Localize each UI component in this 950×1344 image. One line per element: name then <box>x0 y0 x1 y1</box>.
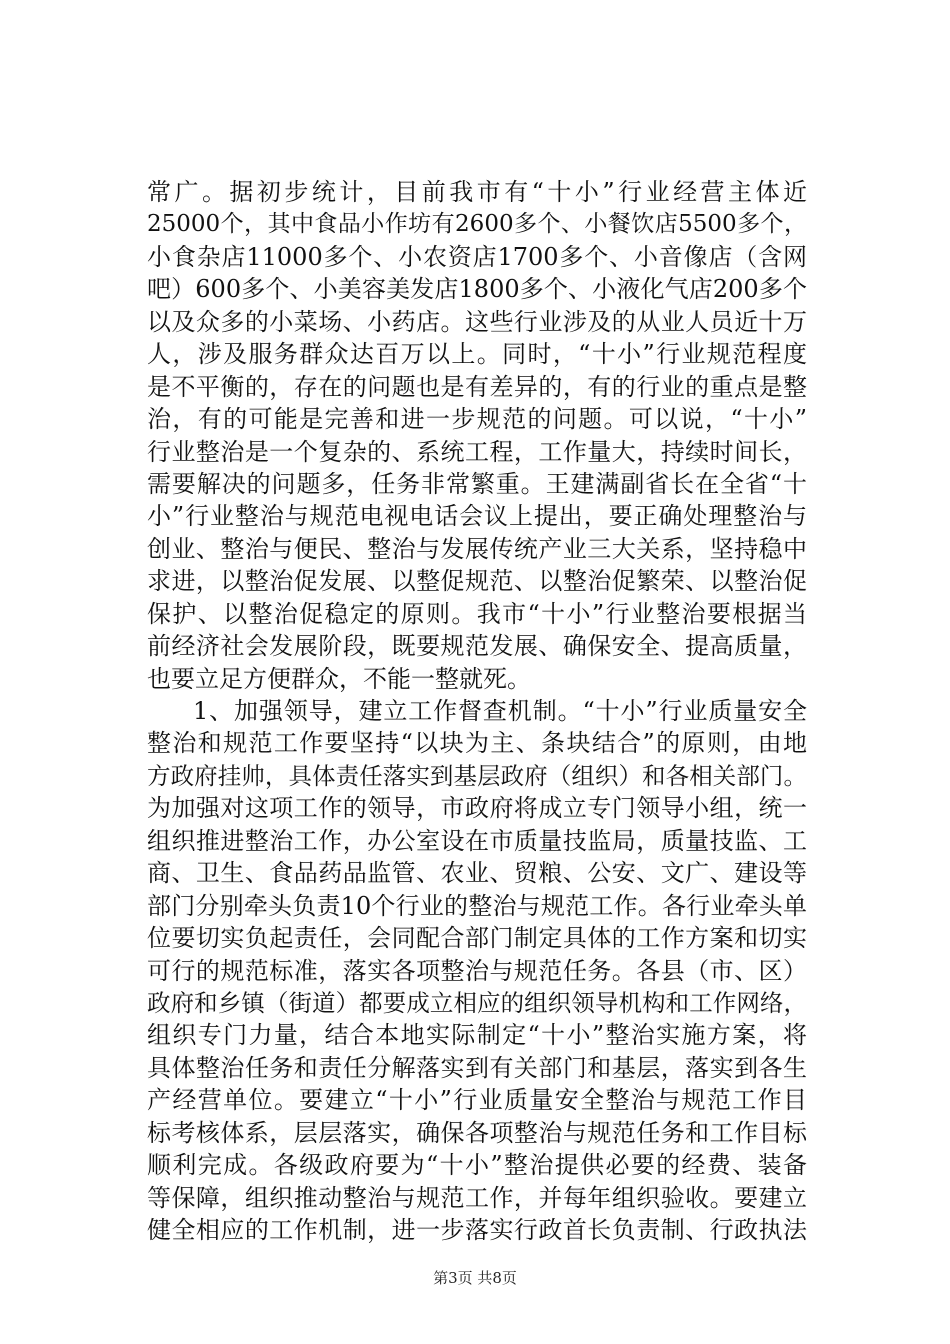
text-line: 可行的规范标准，落实各项整治与规范任务。各县（市、区） <box>147 956 807 985</box>
body-text <box>147 176 807 1246</box>
text-line: 整治和规范工作要坚持“以块为主、条块结合”的原则，由地 <box>147 729 807 758</box>
text-line: 标考核体系，层层落实，确保各项整治与规范任务和工作目标 <box>147 1118 807 1147</box>
text-line: 行业整治是一个复杂的、系统工程，工作量大，持续时间长， <box>147 437 807 466</box>
text-line: 求进，以整治促发展、以整促规范、以整治促繁荣、以整治促 <box>147 567 807 596</box>
text-line: 组织推进整治工作，办公室设在市质量技监局，质量技监、工 <box>147 826 807 855</box>
text-line: 也要立足方便群众，不能一整就死。 <box>147 664 531 693</box>
text-line: 等保障，组织推动整治与规范工作，并每年组织验收。要建立 <box>147 1183 807 1212</box>
text-line: 25000个，其中食品小作坊有2600多个、小餐饮店5500多个， <box>147 211 807 238</box>
text-line: 顺利完成。各级政府要为“十小”整治提供必要的经费、装备 <box>147 1151 807 1180</box>
text-line: 吧）600多个、小美容美发店1800多个、小液化气店200多个 <box>147 275 807 304</box>
text-line: 以及众多的小菜场、小药店。这些行业涉及的从业人员近十万 <box>147 307 807 336</box>
text-line: 产经营单位。要建立“十小”行业质量安全整治与规范工作目 <box>147 1086 807 1115</box>
text-line: 健全相应的工作机制，进一步落实行政首长负责制、行政执法 <box>147 1216 807 1244</box>
text-line: 治，有的可能是完善和进一步规范的问题。可以说，“十小” <box>147 405 807 434</box>
text-line: 组织专门力量，结合本地实际制定“十小”整治实施方案，将 <box>147 1021 807 1050</box>
text-line: 方政府挂帅，具体责任落实到基层政府（组织）和各相关部门。 <box>147 761 807 790</box>
text-line: 是不平衡的，存在的问题也是有差异的，有的行业的重点是整 <box>147 372 807 401</box>
text-line: 政府和乡镇（街道）都要成立相应的组织领导机构和工作网络， <box>147 988 807 1017</box>
text-line: 人，涉及服务群众达百万以上。同时，“十小”行业规范程度 <box>147 340 807 369</box>
text-line: 常广。据初步统计，目前我市有“十小”行业经营主体近 <box>147 178 807 206</box>
text-line: 具体整治任务和责任分解落实到有关部门和基层，落实到各生 <box>147 1053 807 1082</box>
text-line: 需要解决的问题多，任务非常繁重。王建满副省长在全省“十 <box>147 469 807 498</box>
text-line: 商、卫生、食品药品监管、农业、贸粮、公安、文广、建设等 <box>147 859 807 888</box>
text-line: 为加强对这项工作的领导，市政府将成立专门领导小组，统一 <box>147 794 807 823</box>
text-line: 位要切实负起责任，会同配合部门制定具体的工作方案和切实 <box>147 924 807 953</box>
text-line: 创业、整治与便民、整治与发展传统产业三大关系，坚持稳中 <box>147 534 807 563</box>
text-line: 保护、以整治促稳定的原则。我市“十小”行业整治要根据当 <box>147 599 807 628</box>
text-line: 小食杂店11000多个、小农资店1700多个、小音像店（含网 <box>147 242 807 271</box>
text-line: 部门分别牵头负责10个行业的整治与规范工作。各行业牵头单 <box>147 891 807 920</box>
page-number-footer: 第3页 共8页 <box>433 1269 517 1287</box>
text-line: 小”行业整治与规范电视电话会议上提出，要正确处理整治与 <box>147 502 807 531</box>
section-heading-line: 1、加强领导，建立工作督查机制。“十小”行业质量安全 <box>193 697 807 725</box>
text-line: 前经济社会发展阶段，既要规范发展、确保安全、提高质量， <box>147 632 807 661</box>
